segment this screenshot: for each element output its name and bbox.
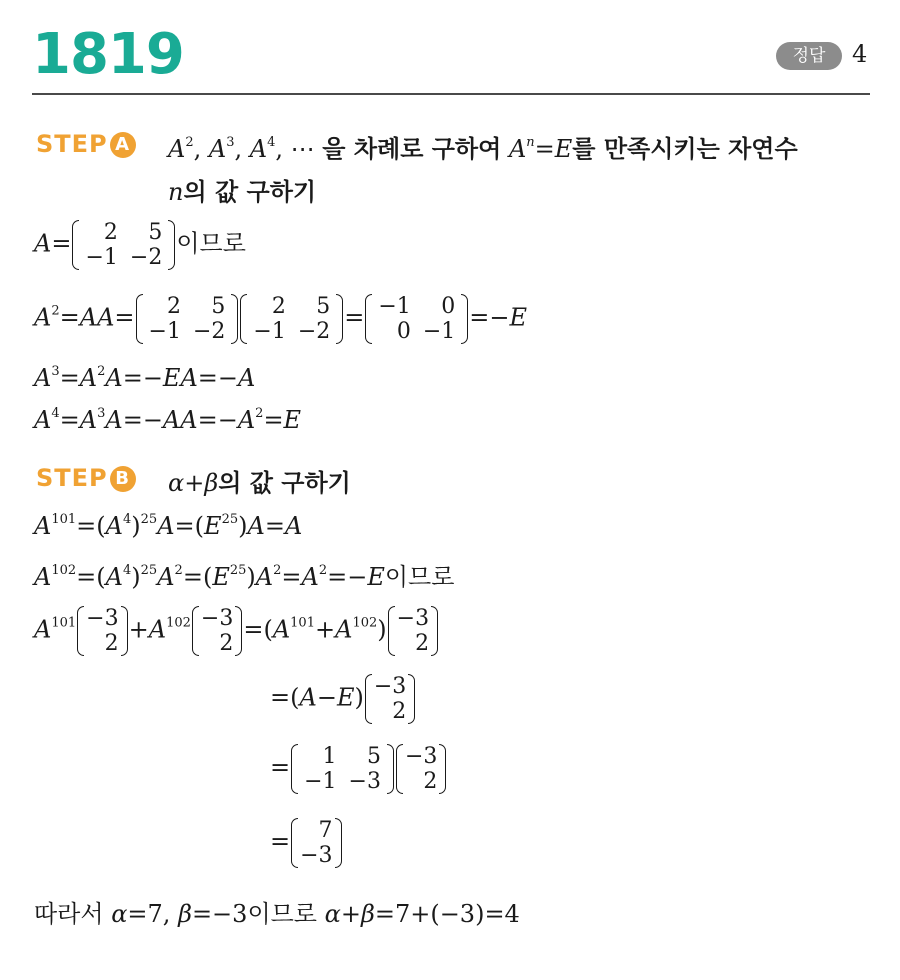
eq-A3: $A^3=A^2A=-EA=-A$ [34,364,256,392]
answer-badge: 정답 [776,42,842,70]
problem-number: 1819 [32,22,184,87]
matrix-A: 2 5 −1 −2 [72,220,175,270]
vector-v: −3 2 [77,606,127,656]
matrix-A: 2 5 −1 −2 [136,294,239,344]
step-a-title-cont: n의 값 구하기 [168,178,317,206]
eq-A102: $A^{102}=(A^4)^{25}A^2=(E^{25})A^2=A^2=-E$이므로 [34,563,455,591]
eq-sum: $A^{101}$ −3 2 $+A^{102}$ −3 2 $=(A^{101}+A^{102})$ −3 2 [34,606,439,656]
vector-v: −3 2 [388,606,438,656]
eq-A101: $A^{101}=(A^4)^{25}A=(E^{25})A=A$ [34,512,303,540]
step-a-label: STEP A [36,130,136,158]
matrix-A: 2 5 −1 −2 [240,294,343,344]
eq-step2: = 1 5 −1 −3 −3 2 [270,744,447,794]
vector-result: 7 −3 [291,818,341,868]
answer-value: 4 [852,40,868,68]
eq-A2: $A^2=AA=$ 2 5 −1 −2 2 5 −1 −2 = −1 0 0 −1 =−E [34,294,527,344]
header-divider [32,93,870,95]
vector-v: −3 2 [192,606,242,656]
step-a-title: $A^2$, $A^3$, $A^4$, ⋯ 을 차례로 구하여 $A^n=E$를 만족시키는 자연수 [168,135,798,163]
vector-v: −3 2 [396,744,446,794]
eq-A-def: A= 2 5 −1 −2 이므로 [34,220,246,270]
eq-A4: $A^4=A^3A=-AA=-A^2=E$ [34,406,302,434]
vector-v: −3 2 [365,674,415,724]
conclusion: 따라서 α=7, β=−3이므로 α+β=7+(−3)=4 [34,900,520,928]
step-b-badge: B [110,466,136,492]
step-a-badge: A [110,132,136,158]
eq-step3: = 7 −3 [270,818,343,868]
step-b-title: α+β의 값 구하기 [168,469,351,497]
eq-step1: =(A−E) −3 2 [270,674,416,724]
step-b-label: STEP B [36,464,136,492]
matrix-neg-E: −1 0 0 −1 [365,294,468,344]
matrix-A-minus-E: 1 5 −1 −3 [291,744,394,794]
